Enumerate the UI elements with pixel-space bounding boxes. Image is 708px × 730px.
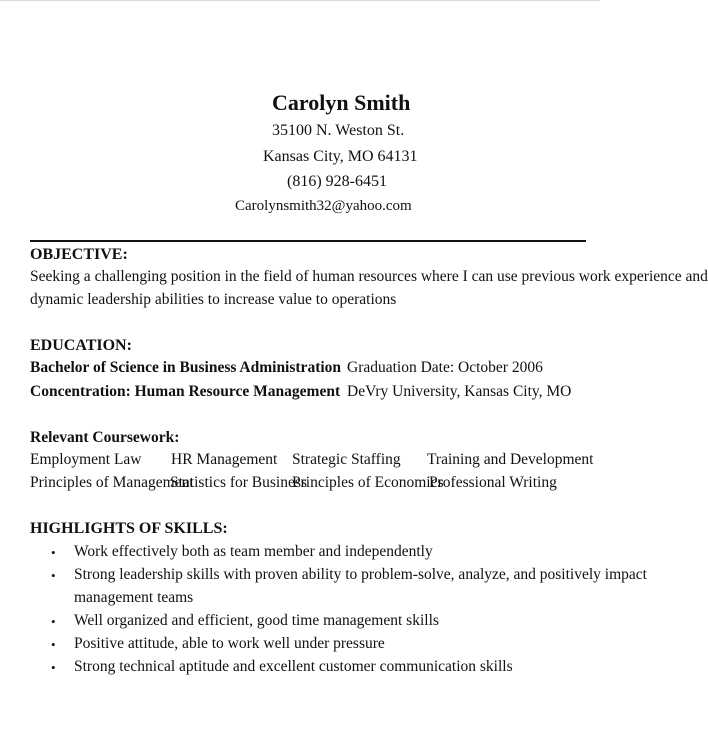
course-item: Principles of Economics xyxy=(292,474,444,491)
bullet-icon: • xyxy=(51,568,56,583)
bullet-icon: • xyxy=(51,660,56,675)
course-item: Strategic Staffing xyxy=(292,451,401,468)
skill-item: Work effectively both as team member and independently xyxy=(74,543,433,560)
education-heading: EDUCATION: xyxy=(30,337,132,354)
header-divider xyxy=(30,240,586,242)
candidate-name: Carolyn Smith xyxy=(272,90,411,115)
street-address: 35100 N. Weston St. xyxy=(272,122,405,139)
page-top-edge xyxy=(0,0,600,1)
concentration: Concentration: Human Resource Management xyxy=(30,383,341,400)
course-item: Statistics for Business xyxy=(170,474,307,491)
skill-item: Well organized and efficient, good time management skills xyxy=(74,612,439,629)
coursework-heading: Relevant Coursework: xyxy=(30,429,180,446)
city-state-zip: Kansas City, MO 64131 xyxy=(263,148,418,165)
email-address: Carolynsmith32@yahoo.com xyxy=(235,198,412,214)
skill-item-continuation: management teams xyxy=(74,589,194,606)
bullet-icon: • xyxy=(51,545,56,560)
skill-item: Strong leadership skills with proven ability to problem-solve, analyze, and positively impact xyxy=(74,566,647,583)
skill-item: Strong technical aptitude and excellent customer communication skills xyxy=(74,658,513,675)
course-item: Employment Law xyxy=(30,451,142,468)
phone-number: (816) 928-6451 xyxy=(287,173,387,190)
school-name: DeVry University, Kansas City, MO xyxy=(347,383,572,400)
graduation-date: Graduation Date: October 2006 xyxy=(347,359,543,376)
bullet-icon: • xyxy=(51,637,56,652)
objective-line-1: Seeking a challenging position in the field of human resources where I can use previous work experience and xyxy=(30,268,708,285)
course-item: Professional Writing xyxy=(429,474,557,491)
skill-item: Positive attitude, able to work well under pressure xyxy=(74,635,385,652)
course-item: HR Management xyxy=(171,451,278,468)
degree: Bachelor of Science in Business Administration xyxy=(30,359,342,376)
course-item: Principles of Management xyxy=(30,474,194,491)
skills-heading: HIGHLIGHTS OF SKILLS: xyxy=(30,520,228,537)
bullet-icon: • xyxy=(51,614,56,629)
objective-heading: OBJECTIVE: xyxy=(30,246,128,263)
objective-line-2: dynamic leadership abilities to increase value to operations xyxy=(30,291,397,308)
course-item: Training and Development xyxy=(427,451,594,468)
